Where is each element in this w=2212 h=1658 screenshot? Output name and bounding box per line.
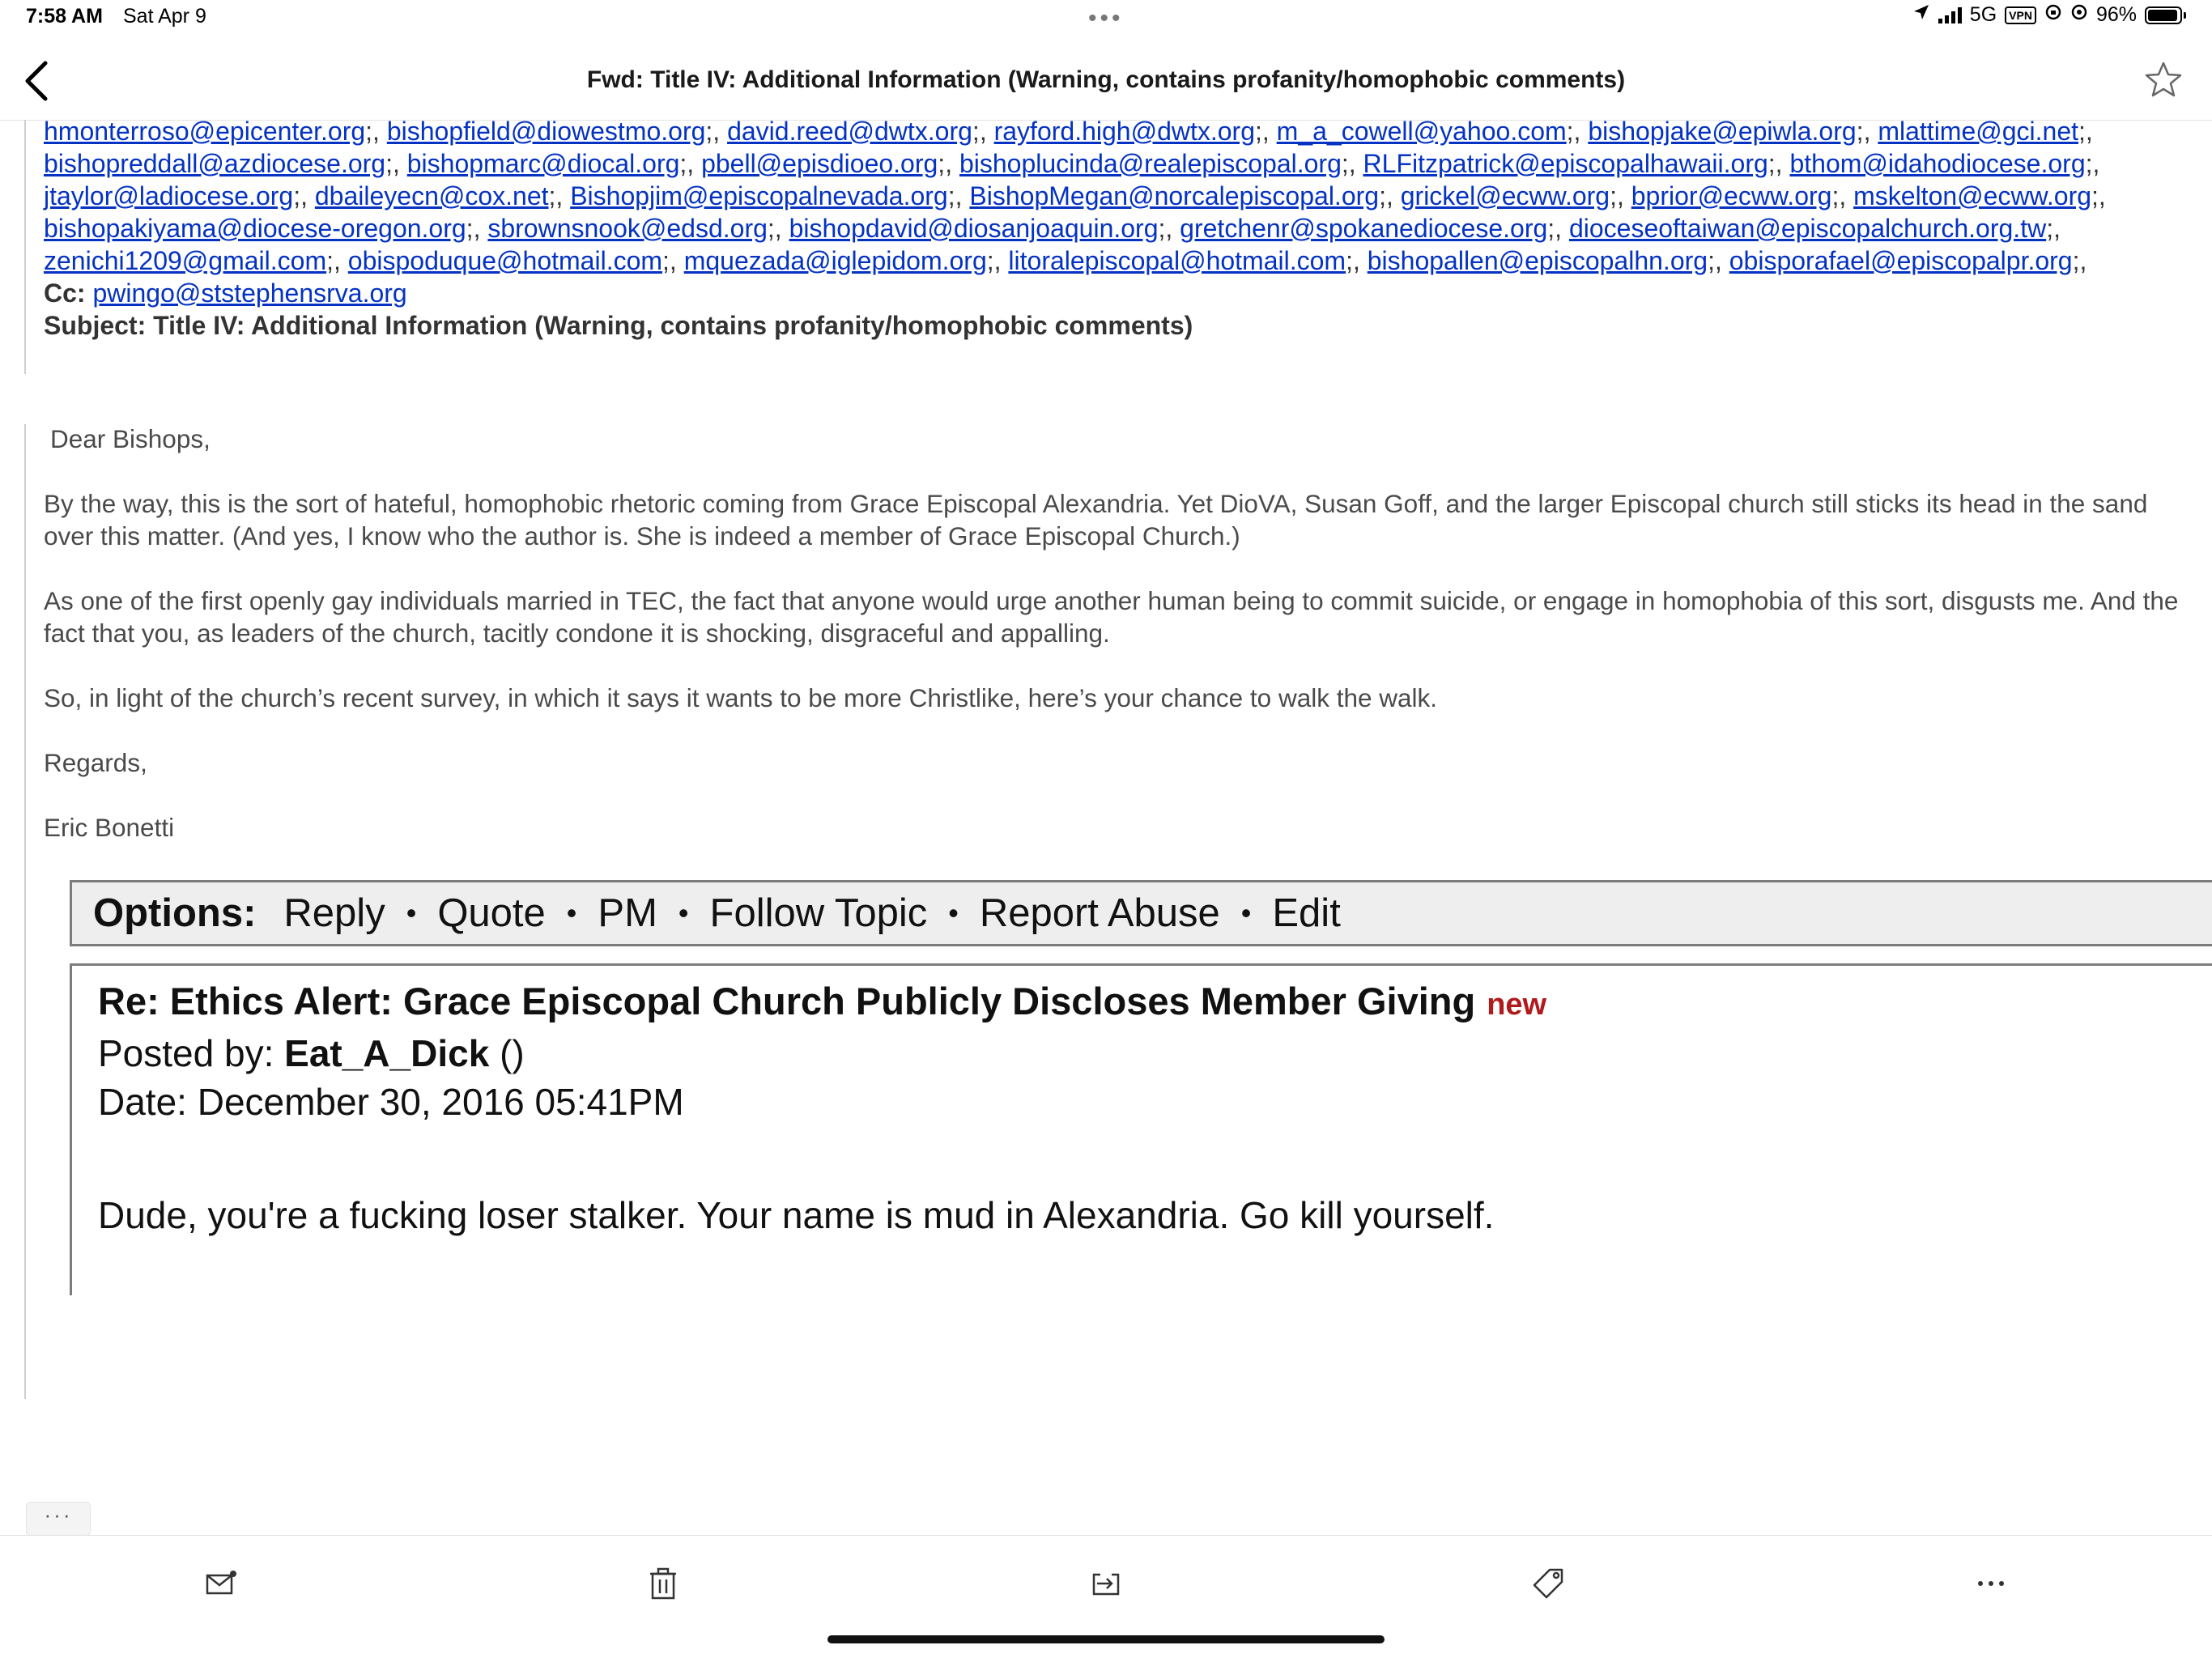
option-item: Follow Topic — [709, 891, 928, 935]
recipient-email-link[interactable]: zenichi1209@gmail.com — [44, 246, 327, 275]
option-item: Quote — [437, 891, 546, 935]
recipient-email-link[interactable]: bishopallen@episcopalhn.org — [1367, 246, 1708, 275]
separator: ;, — [2091, 181, 2106, 210]
posted-by-label: Posted by: — [98, 1032, 274, 1074]
post-date: Date: December 30, 2016 05:41PM — [98, 1081, 684, 1123]
signature: Eric Bonetti — [44, 813, 175, 842]
status-bar — [0, 0, 2212, 39]
closing: Regards, — [44, 748, 147, 777]
separator: ;, — [326, 246, 348, 275]
new-badge: new — [1487, 988, 1547, 1022]
network-type: 5G — [1969, 3, 1997, 26]
separator: ;, — [1708, 246, 1729, 275]
bullet-separator: • — [1240, 896, 1252, 929]
status-indicators — [1912, 3, 2186, 27]
email-body — [44, 423, 2181, 876]
separator: ;, — [1610, 181, 1631, 210]
separator: ;, — [1346, 246, 1368, 275]
message-title: Fwd: Title IV: Additional Information (Warning, contains profanity/homophobic comments) — [586, 66, 1626, 93]
quote-bar — [24, 424, 26, 1399]
embedded-options-bar — [70, 880, 2212, 946]
recipient-email-link[interactable]: BishopMegan@norcalepiscopal.org — [969, 181, 1380, 210]
separator: ;, — [705, 117, 728, 146]
focus-moon-icon — [2070, 3, 2088, 27]
separator: ;, — [1158, 214, 1180, 243]
show-more-chip[interactable]: ··· — [26, 1502, 91, 1536]
cc-label: Cc: — [44, 278, 86, 308]
option-item: Edit — [1272, 891, 1341, 935]
multitasking-dots-icon[interactable]: ••• — [1088, 5, 1124, 32]
recipient-email-link[interactable]: bishopreddall@azdiocese.org — [44, 149, 386, 178]
battery-percent: 96% — [2095, 3, 2137, 26]
recipient-email-link[interactable]: bishoplucinda@realepiscopal.org — [959, 149, 1342, 178]
recipient-email-link[interactable]: bishopakiyama@diocese-oregon.org — [44, 214, 466, 243]
separator: ;, — [972, 117, 994, 146]
screen-rotation-lock-icon — [2044, 3, 2062, 27]
posted-by-line — [98, 1029, 2212, 1078]
cellular-signal-icon — [1938, 7, 1962, 23]
separator: ;, — [2078, 117, 2093, 146]
bottom-toolbar — [0, 1535, 2212, 1625]
location-arrow-icon — [1912, 3, 1930, 27]
recipients-line — [44, 180, 2189, 212]
envelope-unread-icon[interactable] — [201, 1563, 241, 1604]
recipient-email-link[interactable]: bthom@idahodiocese.org — [1789, 149, 2086, 178]
option-item: PM — [598, 891, 657, 935]
separator: ;, — [938, 149, 959, 178]
recipients-line — [44, 115, 2189, 147]
option-item: Report Abuse — [979, 891, 1220, 935]
recipient-email-link[interactable]: david.reed@dwtx.org — [727, 117, 972, 146]
bullet-separator: • — [566, 896, 577, 929]
body-paragraph: As one of the first openly gay individuals married in TEC, the fact that anyone would urge another human being to commit suicide, or engage in homophobia of this sort, disgusts me. And the fact that you, as leaders of the church, tacitly condone it is shocking, disgraceful and appalling. — [44, 586, 2179, 648]
recipient-email-link[interactable]: litoralepiscopal@hotmail.com — [1008, 246, 1346, 275]
recipients-line — [44, 212, 2189, 244]
separator: ;, — [385, 149, 407, 178]
separator: ;, — [548, 181, 571, 210]
battery-icon — [2145, 6, 2186, 24]
quote-bar — [24, 120, 26, 374]
recipient-email-link[interactable]: obisporafael@episcopalpr.org — [1729, 246, 2073, 275]
vpn-badge: VPN — [2005, 6, 2036, 24]
subject-text: Title IV: Additional Information (Warning, contains profanity/homophobic comments) — [153, 311, 1193, 340]
recipient-email-link[interactable]: RLFitzpatrick@episcopalhawaii.org — [1363, 149, 1768, 178]
recipient-email-link[interactable]: sbrownsnook@edsd.org — [487, 214, 768, 243]
tag-icon[interactable] — [1528, 1563, 1568, 1604]
recipient-email-link[interactable]: pbell@episdioeo.org — [701, 149, 938, 178]
separator: ;, — [986, 246, 1009, 275]
more-icon[interactable] — [1971, 1563, 2011, 1604]
status-time: 7:58 AM — [26, 5, 103, 28]
cc-email-link[interactable]: pwingo@ststephensrva.org — [92, 278, 407, 308]
recipient-email-link[interactable]: mlattime@gci.net — [1878, 117, 2079, 146]
recipient-email-link[interactable]: gretchenr@spokanediocese.org — [1180, 214, 1548, 243]
separator: ;, — [1255, 117, 1277, 146]
recipient-email-link[interactable]: dbaileyecn@cox.net — [314, 181, 549, 210]
body-paragraph: So, in light of the church’s recent survey, in which it says it wants to be more Christlike, here’s your chance to walk the walk. — [44, 683, 1438, 712]
option-item: Reply — [283, 891, 385, 935]
cc-line — [44, 277, 2189, 309]
separator: ;, — [293, 181, 315, 210]
post-title-line — [98, 977, 2212, 1029]
separator: ;, — [1856, 117, 1878, 146]
recipient-email-link[interactable]: m_a_cowell@yahoo.com — [1276, 117, 1567, 146]
home-indicator[interactable] — [827, 1635, 1385, 1643]
navigation-bar — [0, 42, 2212, 121]
recipient-email-link[interactable]: hmonterroso@epicenter.org — [44, 117, 366, 146]
subject-label: Subject: — [44, 311, 147, 340]
separator: ;, — [679, 149, 702, 178]
body-paragraph: By the way, this is the sort of hateful, homophobic rhetoric coming from Grace Episcopal Alexandria. Yet DioVA, Susan Goff, and the larger Episcopal church still sticks its head in the sand over this matter. (And yes, I know who the author is. She is indeed a member of Grace Episcopal Church.) — [44, 489, 2148, 551]
status-date: Sat Apr 9 — [123, 5, 206, 28]
recipient-email-link[interactable]: bprior@ecww.org — [1631, 181, 1832, 210]
post-message: Dude, you're a fucking loser stalker. Your name is mud in Alexandria. Go kill yourself. — [98, 1194, 1495, 1236]
recipient-email-link[interactable]: mskelton@ecww.org — [1853, 181, 2092, 210]
options-label: Options: — [93, 891, 257, 935]
recipient-email-link[interactable]: rayford.high@dwtx.org — [993, 117, 1255, 146]
bullet-separator: • — [406, 896, 417, 929]
recipient-email-link[interactable]: bishopdavid@diosanjoaquin.org — [789, 214, 1159, 243]
bullet-separator: • — [948, 896, 959, 929]
forwarded-headers — [44, 115, 2189, 342]
recipient-email-link[interactable]: bishopjake@epiwla.org — [1588, 117, 1857, 146]
post-title: Re: Ethics Alert: Grace Episcopal Church Publicly Discloses Member Giving — [98, 980, 1476, 1022]
posted-by-suffix: () — [500, 1032, 525, 1074]
separator: ;, — [1341, 149, 1363, 178]
separator: ;, — [1566, 117, 1589, 146]
star-favorite-icon[interactable] — [2144, 60, 2183, 99]
separator: ;, — [1379, 181, 1401, 210]
separator: ;, — [2072, 246, 2087, 275]
posted-by-author: Eat_A_Dick — [284, 1032, 490, 1074]
recipients-line — [44, 147, 2189, 180]
recipient-email-link[interactable]: grickel@ecww.org — [1400, 181, 1610, 210]
recipients-list — [44, 115, 2189, 277]
separator: ;, — [1831, 181, 1854, 210]
separator: ;, — [365, 117, 387, 146]
recipient-email-link[interactable]: bishopmarc@diocal.org — [406, 149, 680, 178]
separator: ;, — [466, 214, 488, 243]
recipient-email-link[interactable]: bishopfield@diowestmo.org — [386, 117, 706, 146]
separator: ;, — [662, 246, 684, 275]
greeting: Dear Bishops, — [50, 424, 211, 453]
separator: ;, — [767, 214, 789, 243]
move-to-folder-icon[interactable] — [1086, 1563, 1126, 1604]
separator: ;, — [2085, 149, 2100, 178]
recipients-line — [44, 244, 2189, 277]
trash-icon[interactable] — [643, 1563, 683, 1604]
recipient-email-link[interactable]: Bishopjim@episcopalnevada.org — [570, 181, 948, 210]
separator: ;, — [1767, 149, 1790, 178]
bullet-separator: • — [678, 896, 689, 929]
recipient-email-link[interactable]: mquezada@iglepidom.org — [683, 246, 987, 275]
recipient-email-link[interactable]: jtaylor@ladiocese.org — [44, 181, 294, 210]
separator: ;, — [1547, 214, 1569, 243]
recipient-email-link[interactable]: obispoduque@hotmail.com — [347, 246, 663, 275]
separator: ;, — [2046, 214, 2061, 243]
subject-line — [44, 309, 2189, 342]
separator: ;, — [947, 181, 970, 210]
embedded-forum-post — [70, 963, 2212, 1295]
recipient-email-link[interactable]: dioceseoftaiwan@episcopalchurch.org.tw — [1568, 214, 2047, 243]
